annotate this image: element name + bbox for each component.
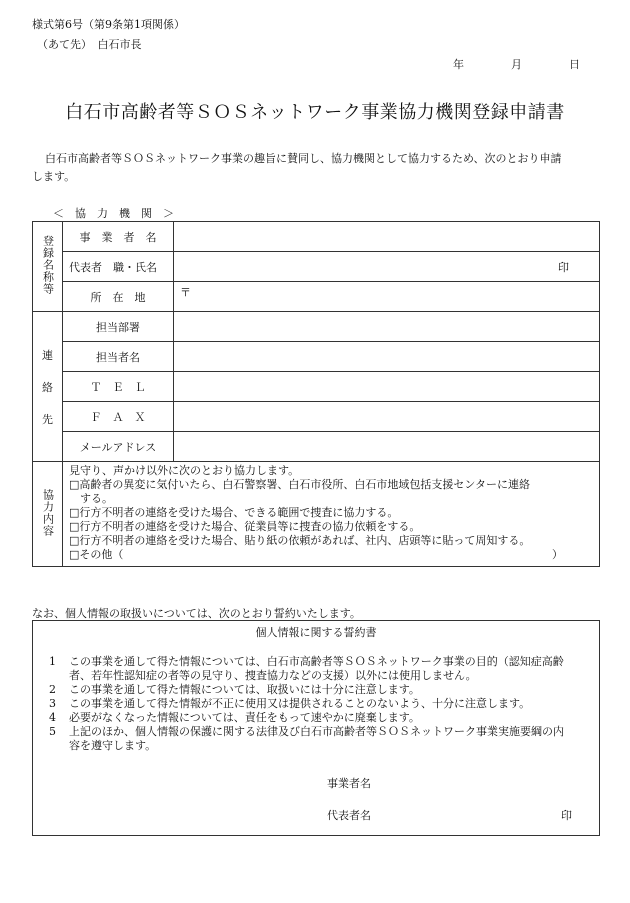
intro-line-1: 白石市高齢者等ＳＯＳネットワーク事業の趣旨に賛同し、協力機関として協力するため、次のとおり申請 [45, 152, 562, 165]
form-number: 様式第6号（第9条第1項関係） [32, 18, 185, 31]
intro-line-2: します。 [32, 170, 76, 183]
pledge-item: 1 この事業を通して得た情報については、白石市高齢者等ＳＯＳネットワーク事業の目的（認知症高齢 者、若年性認知症の者等の見守り、捜査協力などの支援）以外には使用しません。 [49, 655, 564, 682]
cooperation-option-1-cont: する。 [80, 492, 113, 505]
cooperation-content [63, 462, 600, 567]
person-label: 担当者名 [63, 342, 174, 372]
pledge-title: 個人情報に関する誓約書 [255, 626, 377, 639]
pledge-item: 2 この事業を通して得た情報については、取扱いには十分に注意します。 [49, 683, 420, 696]
section-heading: ＜ 協 力 機 関 ＞ [53, 207, 174, 220]
fax-label: Ｆ Ａ Ｘ [63, 402, 174, 432]
registration-table [32, 221, 600, 567]
registration-side-label: 登録名称等 [33, 222, 63, 312]
cooperation-option-2[interactable]: □行方不明者の連絡を受けた場合、できる範囲で捜査に協力する。 [69, 506, 399, 519]
pledge-business-name-label: 事業者名 [327, 777, 371, 790]
pledge-representative-label: 代表者名 [327, 809, 371, 822]
date-year-label: 年 [453, 58, 464, 71]
representative-label: 代表者 職・氏名 [63, 252, 174, 282]
pledge-seal-mark: 印 [561, 809, 572, 822]
addressee: （あて先） 白石市長 [37, 38, 142, 51]
date-day-label: 日 [569, 58, 580, 71]
cooperation-option-other[interactable]: □その他（ ） [69, 548, 563, 561]
business-name-field[interactable] [174, 222, 600, 252]
address-label: 所 在 地 [63, 282, 174, 312]
pledge-items [49, 655, 594, 753]
tel-field[interactable] [174, 372, 600, 402]
fax-field[interactable] [174, 402, 600, 432]
seal-mark: 印 [558, 260, 569, 274]
email-field[interactable] [174, 432, 600, 462]
tel-label: Ｔ Ｅ Ｌ [63, 372, 174, 402]
cooperation-option-4[interactable]: □行方不明者の連絡を受けた場合、貼り紙の依頼があれば、社内、店頭等に貼って周知する。 [69, 534, 531, 547]
email-label: メールアドレス [63, 432, 174, 462]
pledge-box [32, 620, 600, 836]
contact-side-label: 連 絡 先 [33, 312, 63, 462]
representative-field[interactable] [174, 252, 600, 282]
cooperation-option-3[interactable]: □行方不明者の連絡を受けた場合、従業員等に捜査の協力依頼をする。 [69, 520, 421, 533]
date-month-label: 月 [511, 58, 522, 71]
cooperation-side-label: 協力内容 [33, 462, 63, 567]
cooperation-option-1[interactable]: □高齢者の異変に気付いたら、白石警察署、白石市役所、白石市地域包括支援センターに連絡 [69, 478, 530, 491]
privacy-note: なお、個人情報の取扱いについては、次のとおり誓約いたします。 [32, 607, 361, 620]
pledge-item: 5 上記のほか、個人情報の保護に関する法律及び白石市高齢者等ＳＯＳネットワーク事業実施要綱の内 容を遵守します。 [49, 725, 564, 752]
pledge-item: 3 この事業を通して得た情報が不正に使用又は提供されることのないよう、十分に注意します。 [49, 697, 531, 710]
department-label: 担当部署 [63, 312, 174, 342]
department-field[interactable] [174, 312, 600, 342]
document-title: 白石市高齢者等ＳＯＳネットワーク事業協力機関登録申請書 [65, 102, 565, 123]
address-field[interactable] [174, 282, 600, 312]
business-name-label: 事 業 者 名 [63, 222, 174, 252]
person-field[interactable] [174, 342, 600, 372]
cooperation-intro: 見守り、声かけ以外に次のとおり協力します。 [69, 464, 300, 477]
postal-mark: 〒 [180, 286, 191, 299]
pledge-item: 4 必要がなくなった情報については、責任をもって速やかに廃棄します。 [49, 711, 420, 724]
